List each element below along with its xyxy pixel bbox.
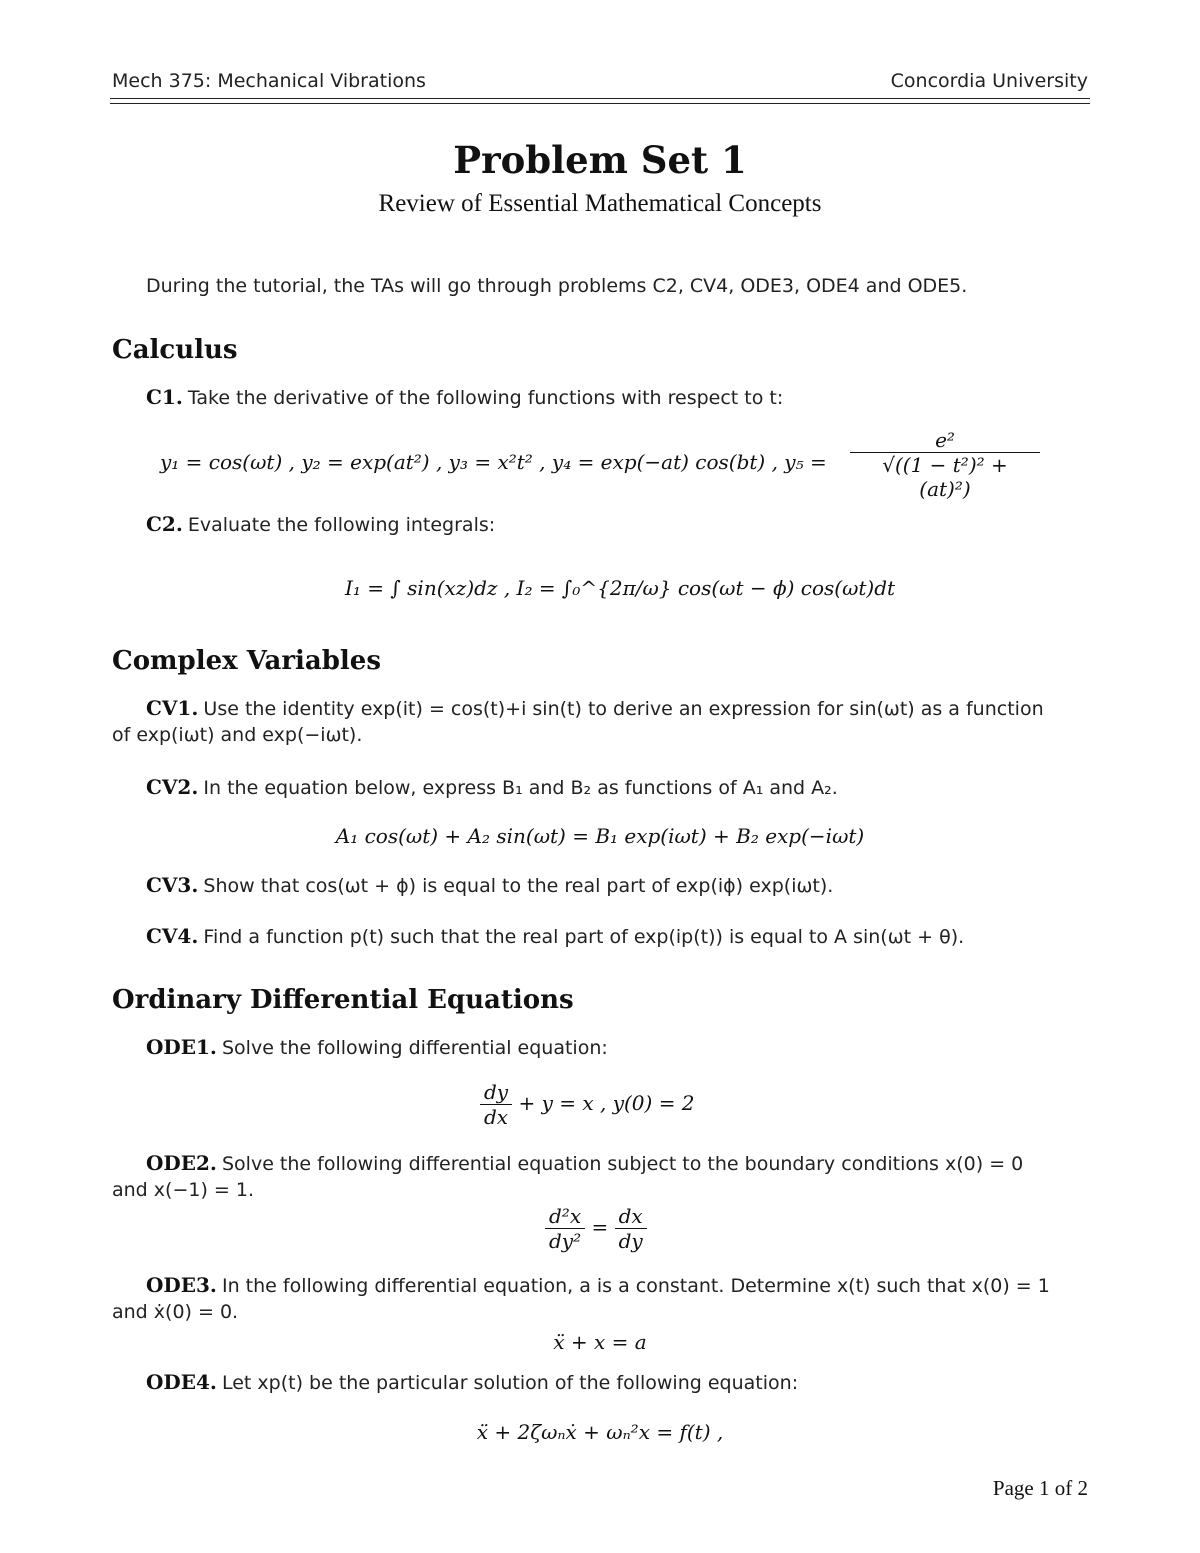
equation-ode2: [545, 1204, 647, 1253]
page-number: Page 1 of 2: [992, 1476, 1088, 1500]
fraction-numerator: d²x: [545, 1204, 585, 1229]
equation-ode1: [480, 1080, 695, 1129]
section-ordinary-differential-equations: Ordinary Differential Equations: [112, 985, 574, 1015]
fraction-numerator: dx: [615, 1204, 647, 1229]
problem-text: Solve the following differential equation subject to the boundary conditions x(0) = 0: [221, 1153, 1024, 1175]
university-name: Concordia University: [890, 70, 1088, 92]
problem-text: In the following differential equation, a is a constant. Determine x(t) such that x(0) = 1: [221, 1275, 1050, 1297]
equation-ode1-fraction: [480, 1080, 512, 1129]
fraction-numerator: e²: [850, 428, 1040, 453]
problem-cv2: [146, 775, 838, 799]
fraction-denominator: dx: [484, 1105, 509, 1129]
problem-label: ODE4.: [146, 1370, 217, 1394]
problem-label: ODE2.: [146, 1151, 217, 1175]
problem-text: Solve the following differential equation:: [221, 1037, 608, 1059]
problem-ode2: [146, 1151, 1023, 1175]
header-rule-top: [110, 98, 1090, 99]
problem-label: ODE1.: [146, 1035, 217, 1059]
problem-ode4: [146, 1370, 798, 1394]
equation-c2: I₁ = ∫ sin(xz)dz , I₂ = ∫₀^{2π/ω} cos(ωt − ϕ) cos(ωt)dt: [345, 576, 896, 600]
problem-cv4: [146, 924, 964, 948]
problem-cv3: [146, 873, 833, 897]
problem-text: Evaluate the following integrals:: [187, 514, 496, 536]
page-subtitle: Review of Essential Mathematical Concepts: [378, 190, 822, 217]
problem-ode1: [146, 1035, 608, 1059]
fraction-denominator: dy²: [549, 1229, 582, 1253]
equation-c1-fraction: [850, 428, 1040, 501]
problem-c2: [146, 512, 495, 536]
problem-label: CV2.: [146, 775, 199, 799]
course-title: Mech 375: Mechanical Vibrations: [112, 70, 426, 92]
fraction-denominator: dy: [618, 1229, 643, 1253]
problem-ode3: [146, 1273, 1050, 1297]
page-title: Problem Set 1: [453, 138, 747, 182]
problem-ode2-continued: and x(−1) = 1.: [112, 1179, 254, 1201]
problem-text: Take the derivative of the following functions with respect to t:: [187, 387, 784, 409]
fraction-denominator: √((1 − t²)² + (at)²): [882, 453, 1008, 501]
problem-label: C1.: [146, 385, 183, 409]
problem-label: C2.: [146, 512, 183, 536]
problem-cv1: [146, 696, 1044, 720]
problem-text: Show that cos(ωt + ϕ) is equal to the real part of exp(iϕ) exp(iωt).: [203, 875, 834, 897]
problem-text: In the equation below, express B₁ and B₂ as functions of A₁ and A₂.: [203, 777, 838, 799]
fraction-numerator: dy: [480, 1080, 512, 1105]
equation-ode2-right-fraction: [615, 1204, 647, 1253]
header-rule-bottom: [110, 103, 1090, 104]
problem-text: Use the identity exp(it) = cos(t)+i sin(t) to derive an expression for sin(ωt) as a function: [203, 698, 1044, 720]
problem-c1: [146, 385, 783, 409]
problem-label: CV1.: [146, 696, 199, 720]
problem-label: CV4.: [146, 924, 199, 948]
equals-sign: =: [591, 1215, 609, 1239]
problem-ode3-continued: and ẋ(0) = 0.: [112, 1301, 239, 1323]
problem-cv1-continued: of exp(iωt) and exp(−iωt).: [112, 724, 363, 746]
equation-ode3: ẍ + x = a: [553, 1330, 647, 1354]
problem-text: Let xp(t) be the particular solution of the following equation:: [221, 1372, 799, 1394]
problem-text: Find a function p(t) such that the real part of exp(ip(t)) is equal to A sin(ωt + θ).: [203, 926, 965, 948]
section-calculus: Calculus: [112, 335, 238, 365]
equation-c1-main: y₁ = cos(ωt) , y₂ = exp(at²) , y₃ = x²t² , y₄ = exp(−at) cos(bt) , y₅ =: [160, 450, 827, 474]
equation-ode1-rest: + y = x , y(0) = 2: [518, 1091, 695, 1115]
problem-label: ODE3.: [146, 1273, 217, 1297]
equation-cv2: A₁ cos(ωt) + A₂ sin(ωt) = B₁ exp(iωt) + B₂ exp(−iωt): [335, 824, 865, 848]
intro-text: During the tutorial, the TAs will go through problems C2, CV4, ODE3, ODE4 and ODE5.: [146, 275, 968, 297]
problem-label: CV3.: [146, 873, 199, 897]
equation-ode2-left-fraction: [545, 1204, 585, 1253]
equation-ode4: ẍ + 2ζωₙẋ + ωₙ²x = f(t) ,: [476, 1420, 724, 1444]
section-complex-variables: Complex Variables: [112, 646, 381, 676]
equation-c1: [160, 428, 1060, 501]
